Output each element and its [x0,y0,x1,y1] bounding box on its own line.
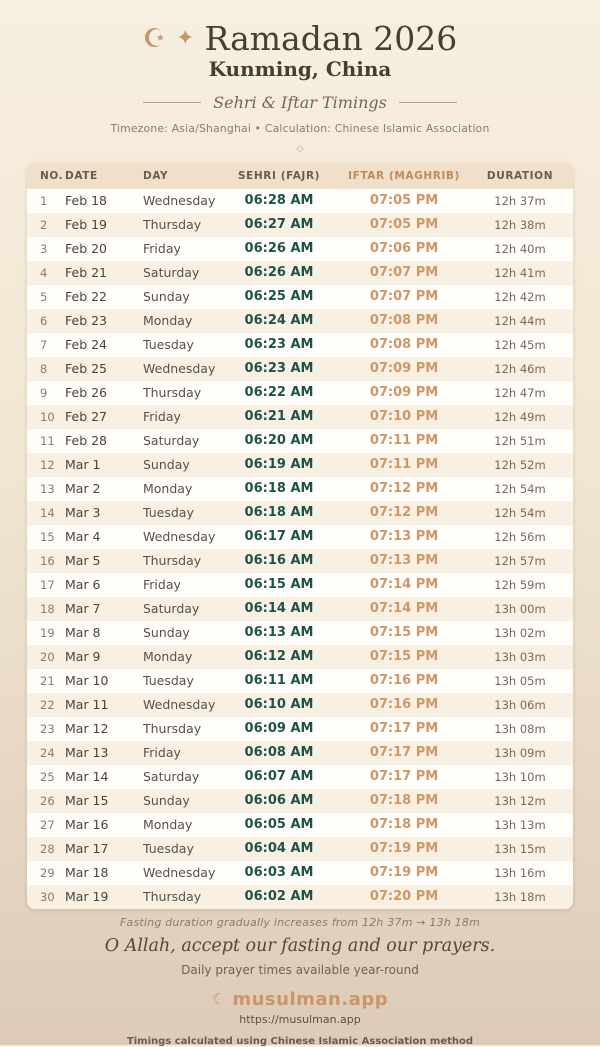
cell-iftar-time: 07:16 PM [369,673,439,689]
table-row [27,837,573,861]
column-header-iftar: IFTAR (MAGHRIB) [348,169,460,182]
cell-no: 14 [40,505,55,520]
cell-no: 19 [40,625,55,640]
cell-date: Mar 10 [65,673,109,689]
table-row [27,573,573,597]
cell-iftar-time: 07:11 PM [369,433,439,449]
cell-day: Monday [143,649,193,665]
page-title: Ramadan 2026 [204,19,458,58]
cell-date: Feb 22 [65,289,108,305]
table-row [27,429,573,453]
cell-date: Feb 20 [65,241,108,257]
cell-date: Feb 27 [65,409,108,425]
cell-iftar-time: 07:08 PM [369,337,439,353]
cell-day: Tuesday [143,337,194,353]
cell-date: Mar 15 [65,793,109,809]
title-line [0,19,600,58]
cell-date: Mar 19 [65,889,109,905]
cell-sehri-time: 06:14 AM [244,601,314,617]
table-row [27,237,573,261]
cell-duration: 13h 10m [494,769,546,784]
cell-date: Mar 8 [65,625,101,641]
cell-no: 23 [40,721,55,736]
table-body [27,189,573,909]
cell-iftar-time: 07:15 PM [369,649,439,665]
cell-sehri-time: 06:05 AM [244,817,314,833]
cell-sehri-time: 06:18 AM [244,481,314,497]
cell-date: Mar 6 [65,577,101,593]
cell-day: Sunday [143,289,190,305]
timezone-calculation-meta: Timezone: Asia/Shanghai • Calculation: Chinese Islamic Association [110,121,490,135]
cell-no: 10 [40,409,55,424]
table-row [27,669,573,693]
cell-day: Friday [143,745,181,761]
table-row [27,621,573,645]
cell-sehri-time: 06:02 AM [244,889,314,905]
cell-no: 11 [40,433,55,448]
cell-day: Friday [143,409,181,425]
cell-day: Friday [143,577,181,593]
cell-duration: 12h 37m [494,193,546,208]
cell-sehri-time: 06:04 AM [244,841,314,857]
cell-sehri-time: 06:03 AM [244,865,314,881]
cell-sehri-time: 06:25 AM [244,289,314,305]
cell-sehri-time: 06:23 AM [244,361,314,377]
cell-duration: 12h 54m [494,481,546,496]
cell-duration: 13h 15m [494,841,546,856]
cell-iftar-time: 07:11 PM [369,457,439,473]
cell-iftar-time: 07:13 PM [369,553,439,569]
cell-no: 9 [40,385,48,400]
cell-sehri-time: 06:22 AM [244,385,314,401]
cell-date: Mar 12 [65,721,109,737]
cell-duration: 13h 12m [494,793,546,808]
column-header-day: DAY [143,169,169,182]
cell-iftar-time: 07:08 PM [369,313,439,329]
cell-sehri-time: 06:12 AM [244,649,314,665]
cell-no: 2 [40,217,48,232]
cell-no: 18 [40,601,55,616]
cell-no: 17 [40,577,55,592]
cell-duration: 12h 56m [494,529,546,544]
cell-day: Saturday [143,769,200,785]
cell-sehri-time: 06:19 AM [244,457,314,473]
cell-no: 7 [40,337,48,352]
cell-sehri-time: 06:11 AM [244,673,314,689]
cell-date: Feb 18 [65,193,108,209]
cell-date: Feb 19 [65,217,108,233]
cell-no: 21 [40,673,55,688]
brand-name: musulman.app [232,988,389,1010]
fasting-duration-note: Fasting duration gradually increases from 12h 37m → 13h 18m [120,915,480,929]
column-header-date: DATE [65,169,98,182]
cell-duration: 12h 38m [494,217,546,232]
table-row [27,789,573,813]
cell-iftar-time: 07:18 PM [369,817,439,833]
cell-sehri-time: 06:08 AM [244,745,314,761]
cell-date: Mar 14 [65,769,109,785]
cell-iftar-time: 07:16 PM [369,697,439,713]
table-row [27,765,573,789]
table-row [27,717,573,741]
divider-line-right [399,102,457,103]
subtitle-divider [0,93,600,112]
cell-iftar-time: 07:09 PM [369,361,439,377]
cell-day: Thursday [143,385,202,401]
brand-line [0,989,600,1010]
table-row [27,645,573,669]
table-row [27,525,573,549]
cell-no: 15 [40,529,55,544]
cell-iftar-time: 07:17 PM [369,745,439,761]
brand-crescent-icon: ☾ [211,990,226,1009]
timings-subtitle: Sehri & Iftar Timings [213,92,387,112]
table-row [27,477,573,501]
cell-date: Mar 17 [65,841,109,857]
cell-sehri-time: 06:26 AM [244,265,314,281]
cell-sehri-time: 06:26 AM [244,241,314,257]
cell-no: 28 [40,841,55,856]
cell-iftar-time: 07:18 PM [369,793,439,809]
cell-day: Wednesday [143,193,216,209]
location-subtitle: Kunming, China [208,56,392,81]
cell-day: Friday [143,241,181,257]
cell-day: Thursday [143,721,202,737]
cell-iftar-time: 07:17 PM [369,721,439,737]
cell-no: 30 [40,889,55,904]
cell-day: Sunday [143,457,190,473]
cell-iftar-time: 07:12 PM [369,481,439,497]
cell-iftar-time: 07:13 PM [369,529,439,545]
cell-iftar-time: 07:12 PM [369,505,439,521]
cell-day: Monday [143,817,193,833]
cell-duration: 12h 41m [494,265,546,280]
cell-sehri-time: 06:15 AM [244,577,314,593]
table-row [27,549,573,573]
timetable-card [27,163,573,909]
cell-no: 12 [40,457,55,472]
cell-no: 29 [40,865,55,880]
cell-duration: 12h 40m [494,241,546,256]
cell-sehri-time: 06:13 AM [244,625,314,641]
column-header-duration: DURATION [486,169,554,182]
cell-no: 27 [40,817,55,832]
table-row [27,309,573,333]
cell-duration: 12h 52m [494,457,546,472]
table-row [27,597,573,621]
dua-quote: O Allah, accept our fasting and our prayers. [104,935,496,956]
cell-no: 4 [40,265,48,280]
cell-no: 8 [40,361,48,376]
table-row [27,693,573,717]
cell-no: 13 [40,481,55,496]
cell-iftar-time: 07:15 PM [369,625,439,641]
cell-date: Mar 16 [65,817,109,833]
table-row [27,501,573,525]
cell-date: Mar 18 [65,865,109,881]
cell-day: Thursday [143,553,202,569]
cell-duration: 13h 08m [494,721,546,736]
cell-duration: 12h 42m [494,289,546,304]
table-header-row [27,163,573,189]
page-header [0,0,600,154]
cell-date: Feb 28 [65,433,108,449]
cell-day: Thursday [143,217,202,233]
cell-sehri-time: 06:21 AM [244,409,314,425]
cell-sehri-time: 06:17 AM [244,529,314,545]
cell-day: Tuesday [143,673,194,689]
cell-iftar-time: 07:14 PM [369,577,439,593]
cell-no: 16 [40,553,55,568]
cell-day: Wednesday [143,865,216,881]
cell-no: 6 [40,313,48,328]
table-row [27,261,573,285]
cell-day: Tuesday [143,505,194,521]
cell-duration: 12h 44m [494,313,546,328]
cell-iftar-time: 07:19 PM [369,841,439,857]
cell-day: Saturday [143,265,200,281]
cell-iftar-time: 07:05 PM [369,193,439,209]
cell-day: Monday [143,313,193,329]
cell-no: 25 [40,769,55,784]
cell-sehri-time: 06:24 AM [244,313,314,329]
cell-sehri-time: 06:10 AM [244,697,314,713]
cell-duration: 13h 13m [494,817,546,832]
cell-duration: 12h 57m [494,553,546,568]
table-row [27,453,573,477]
page-footer [0,916,600,1047]
cell-sehri-time: 06:28 AM [244,193,314,209]
cell-duration: 13h 16m [494,865,546,880]
cell-no: 5 [40,289,48,304]
cell-day: Sunday [143,625,190,641]
cell-day: Saturday [143,433,200,449]
cell-date: Mar 11 [65,697,109,713]
cell-date: Mar 5 [65,553,101,569]
sparkle-star-icon: ✦ [176,26,195,52]
table-row [27,741,573,765]
cell-iftar-time: 07:06 PM [369,241,439,257]
cell-date: Feb 24 [65,337,108,353]
cell-iftar-time: 07:07 PM [369,265,439,281]
cell-day: Monday [143,481,193,497]
cell-date: Mar 1 [65,457,101,473]
cell-day: Thursday [143,889,202,905]
cell-no: 22 [40,697,55,712]
cell-date: Feb 25 [65,361,108,377]
cell-duration: 13h 09m [494,745,546,760]
table-row [27,405,573,429]
cell-day: Wednesday [143,529,216,545]
cell-sehri-time: 06:06 AM [244,793,314,809]
cell-duration: 12h 47m [494,385,546,400]
availability-note: Daily prayer times available year-round [181,962,419,977]
cell-date: Feb 26 [65,385,108,401]
cell-date: Feb 21 [65,265,108,281]
cell-iftar-time: 07:14 PM [369,601,439,617]
brand-url-link[interactable]: https://musulman.app [239,1012,361,1026]
cell-iftar-time: 07:19 PM [369,865,439,881]
cell-duration: 13h 03m [494,649,546,664]
cell-duration: 12h 54m [494,505,546,520]
cell-iftar-time: 07:17 PM [369,769,439,785]
cell-sehri-time: 06:09 AM [244,721,314,737]
divider-line-left [143,102,201,103]
cell-duration: 12h 46m [494,361,546,376]
column-header-sehri: SEHRI (FAJR) [237,169,321,182]
cell-duration: 12h 45m [494,337,546,352]
table-row [27,189,573,213]
cell-no: 24 [40,745,55,760]
cell-sehri-time: 06:23 AM [244,337,314,353]
cell-date: Mar 3 [65,505,101,521]
table-row [27,357,573,381]
cell-day: Tuesday [143,841,194,857]
table-row [27,285,573,309]
cell-duration: 13h 02m [494,625,546,640]
cell-date: Mar 7 [65,601,101,617]
cell-iftar-time: 07:10 PM [369,409,439,425]
crescent-moon-icon: ☪ [142,24,167,55]
cell-day: Wednesday [143,697,216,713]
cell-sehri-time: 06:27 AM [244,217,314,233]
cell-day: Wednesday [143,361,216,377]
cell-duration: 13h 05m [494,673,546,688]
cell-no: 1 [40,193,48,208]
cell-date: Mar 4 [65,529,101,545]
cell-day: Sunday [143,793,190,809]
cell-no: 20 [40,649,55,664]
table-row [27,885,573,909]
diamond-ornament-icon: ◇ [296,143,304,154]
cell-sehri-time: 06:07 AM [244,769,314,785]
column-header-no: NO. [40,169,64,182]
cell-date: Mar 13 [65,745,109,761]
cell-duration: 13h 18m [494,889,546,904]
cell-iftar-time: 07:20 PM [369,889,439,905]
cell-date: Mar 2 [65,481,101,497]
table-row [27,813,573,837]
cell-sehri-time: 06:16 AM [244,553,314,569]
cell-duration: 12h 49m [494,409,546,424]
cell-iftar-time: 07:05 PM [369,217,439,233]
calculation-method-note: Timings calculated using Chinese Islamic Association method [126,1035,474,1047]
cell-sehri-time: 06:20 AM [244,433,314,449]
cell-duration: 12h 51m [494,433,546,448]
cell-iftar-time: 07:07 PM [369,289,439,305]
cell-date: Mar 9 [65,649,101,665]
cell-duration: 12h 59m [494,577,546,592]
cell-no: 26 [40,793,55,808]
table-row [27,381,573,405]
cell-day: Saturday [143,601,200,617]
table-row [27,213,573,237]
cell-date: Feb 23 [65,313,108,329]
table-row [27,333,573,357]
cell-iftar-time: 07:09 PM [369,385,439,401]
cell-no: 3 [40,241,48,256]
cell-sehri-time: 06:18 AM [244,505,314,521]
table-row [27,861,573,885]
cell-duration: 13h 00m [494,601,546,616]
cell-duration: 13h 06m [494,697,546,712]
